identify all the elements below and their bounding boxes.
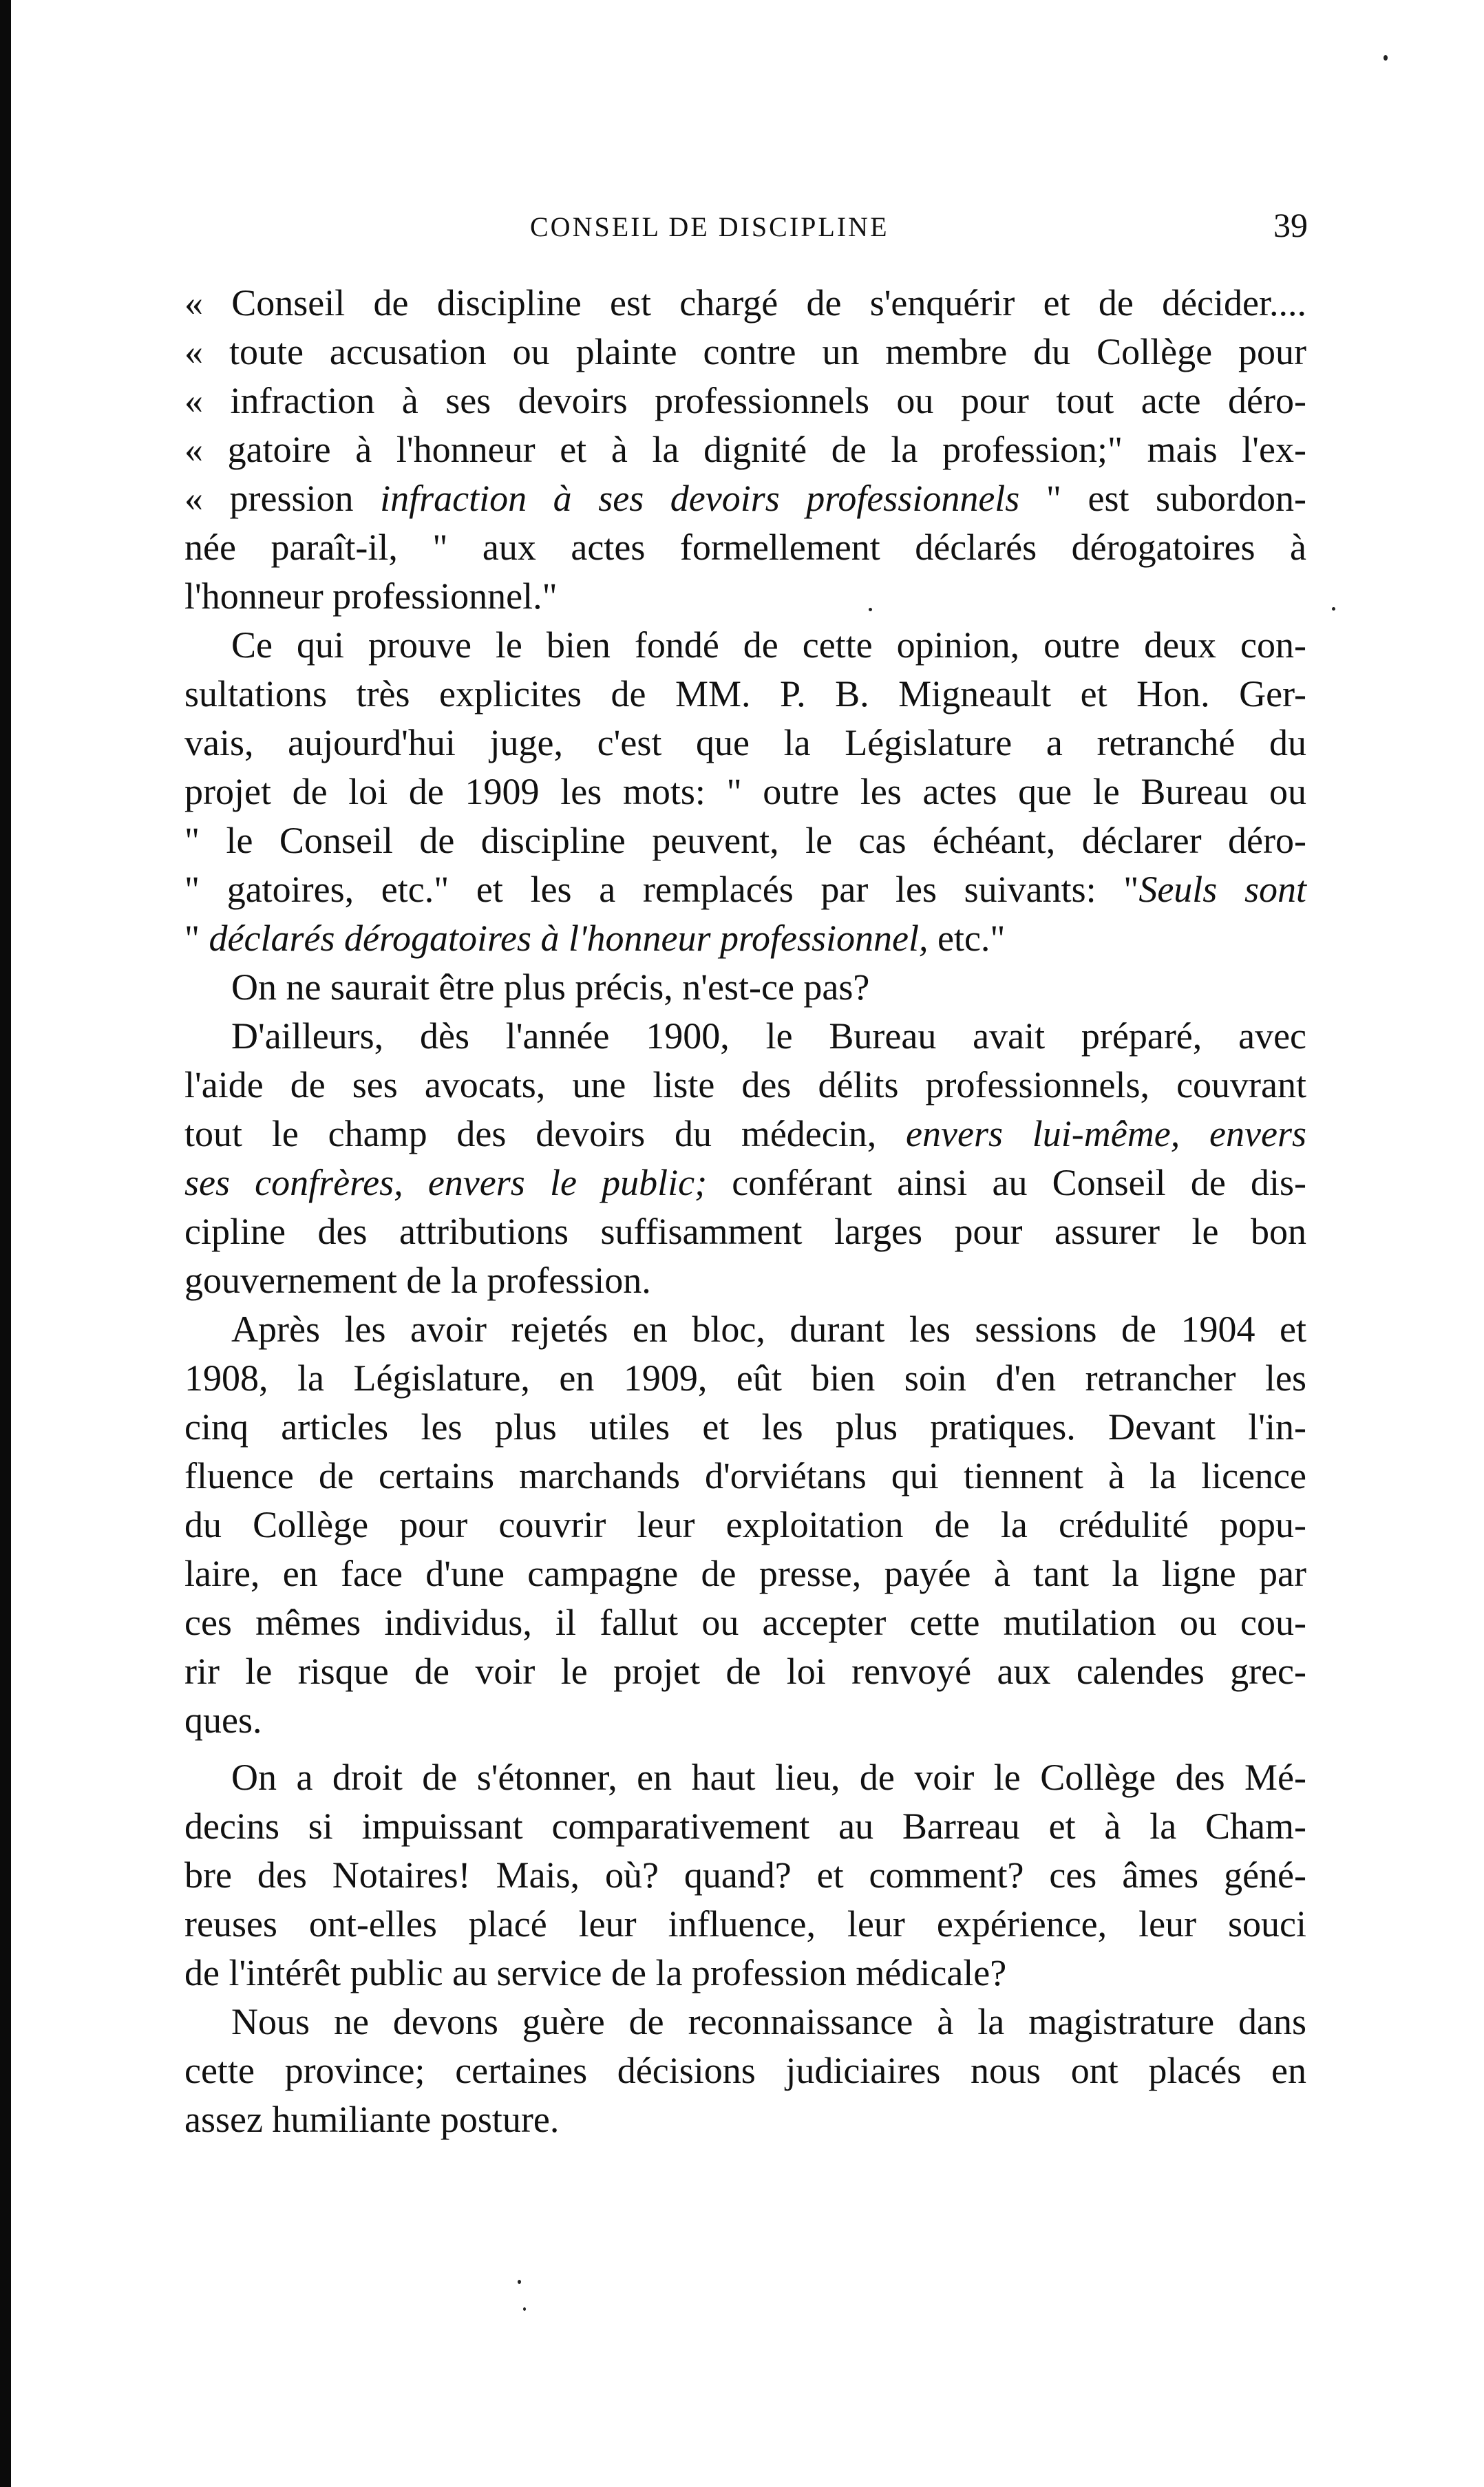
scan-speck <box>523 2307 526 2311</box>
text-line: reuses ont-elles placé leur influence, leur expérience, leur souci <box>184 1903 1306 1945</box>
text-line: On a droit de s'étonner, en haut lieu, de voir le Collège des Mé- <box>231 1757 1306 1798</box>
text-line: « Conseil de discipline est chargé de s'enquérir et de décider.... <box>184 282 1306 324</box>
italic-phrase: déclarés dérogatoires à l'honneur professionnel, <box>209 918 929 959</box>
text-line: 1908, la Législature, en 1909, eût bien soin d'en retrancher les <box>184 1357 1306 1399</box>
scan-speck <box>518 2280 521 2284</box>
scan-speck <box>1332 607 1335 611</box>
text-line: On ne saurait être plus précis, n'est-ce pas? <box>231 966 870 1008</box>
text-line <box>184 1158 1306 1207</box>
page-header <box>530 206 1308 252</box>
text-line: fluence de certains marchands d'orviétans qui tiennent à la licence <box>184 1455 1306 1496</box>
text-line: Ce qui prouve le bien fondé de cette opinion, outre deux con- <box>231 624 1306 666</box>
scan-speck <box>1384 55 1388 61</box>
text-segment: " <box>184 918 200 959</box>
text-line: rir le risque de voir le projet de loi renvoyé aux calendes grec- <box>184 1651 1306 1692</box>
text-line: " le Conseil de discipline peuvent, le cas échéant, déclarer déro- <box>184 820 1306 861</box>
text-segment: conférant ainsi au Conseil de dis- <box>707 1162 1306 1203</box>
text-line: projet de loi de 1909 les mots: " outre les actes que le Bureau ou <box>184 771 1306 812</box>
text-line: cette province; certaines décisions judiciaires nous ont placés en <box>184 2050 1306 2091</box>
text-segment: etc." <box>928 918 1006 959</box>
text-segment: " gatoires, etc." et les a remplacés par les suivants: " <box>184 869 1139 910</box>
text-line: « toute accusation ou plainte contre un membre du Collège pour <box>184 331 1306 372</box>
paragraph <box>184 1998 1306 2144</box>
text-line: ques. <box>184 1700 262 1741</box>
text-line: cipline des attributions suffisamment larges pour assurer le bon <box>184 1211 1306 1252</box>
text-line <box>184 865 1306 914</box>
text-line <box>184 1110 1306 1158</box>
text-line: « infraction à ses devoirs professionnels ou pour tout acte déro- <box>184 380 1306 421</box>
page-binding-edge <box>0 0 11 2487</box>
text-line: née paraît-il, " aux actes formellement déclarés dérogatoires à <box>184 527 1306 568</box>
paragraph <box>184 963 1306 1012</box>
text-line: cinq articles les plus utiles et les plus pratiques. Devant l'in- <box>184 1406 1306 1448</box>
text-line: vais, aujourd'hui juge, c'est que la Législature a retranché du <box>184 722 1306 763</box>
paragraph <box>184 621 1306 963</box>
text-segment: « pression <box>184 478 381 519</box>
text-line: assez humiliante posture. <box>184 2099 560 2140</box>
text-line: D'ailleurs, dès l'année 1900, le Bureau avait préparé, avec <box>231 1015 1306 1057</box>
italic-phrase: ses confrères, envers le public; <box>184 1162 708 1203</box>
page-number: 39 <box>1273 206 1308 244</box>
text-line: sultations très explicites de MM. P. B. Migneault et Hon. Ger- <box>184 673 1306 715</box>
text-line: de l'intérêt public au service de la profession médicale? <box>184 1952 1007 1993</box>
text-line: decins si impuissant comparativement au Barreau et à la Cham- <box>184 1806 1306 1847</box>
text-body <box>184 279 1306 2144</box>
paragraph-quotation <box>184 279 1306 621</box>
text-line: gouvernement de la profession. <box>184 1260 651 1301</box>
text-line: « gatoire à l'honneur et à la dignité de la profession;" mais l'ex- <box>184 429 1306 470</box>
text-line: du Collège pour couvrir leur exploitation de la crédulité popu- <box>184 1504 1306 1545</box>
paragraph <box>184 1305 1306 1745</box>
text-line: l'honneur professionnel." <box>184 575 558 617</box>
text-line: bre des Notaires! Mais, où? quand? et comment? ces âmes géné- <box>184 1854 1306 1896</box>
text-line: Nous ne devons guère de reconnaissance à la magistrature dans <box>231 2001 1306 2042</box>
running-head: CONSEIL DE DISCIPLINE <box>530 211 889 242</box>
scan-speck <box>869 608 872 611</box>
text-line: Après les avoir rejetés en bloc, durant les sessions de 1904 et <box>231 1309 1306 1350</box>
text-segment: " est subordon- <box>1019 478 1306 519</box>
italic-phrase: envers lui-même, envers <box>906 1113 1306 1154</box>
italic-phrase: Seuls sont <box>1138 869 1306 910</box>
paragraph <box>184 1753 1306 1998</box>
paragraph <box>184 1012 1306 1305</box>
text-line <box>184 474 1306 523</box>
text-line: laire, en face d'une campagne de presse, payée à tant la ligne par <box>184 1553 1306 1594</box>
text-line <box>184 914 1306 963</box>
text-segment: tout le champ des devoirs du médecin, <box>184 1113 907 1154</box>
italic-phrase: infraction à ses devoirs professionnels <box>380 478 1020 519</box>
text-line: ces mêmes individus, il fallut ou accepter cette mutilation ou cou- <box>184 1602 1306 1643</box>
text-line: l'aide de ses avocats, une liste des délits professionnels, couvrant <box>184 1064 1306 1105</box>
